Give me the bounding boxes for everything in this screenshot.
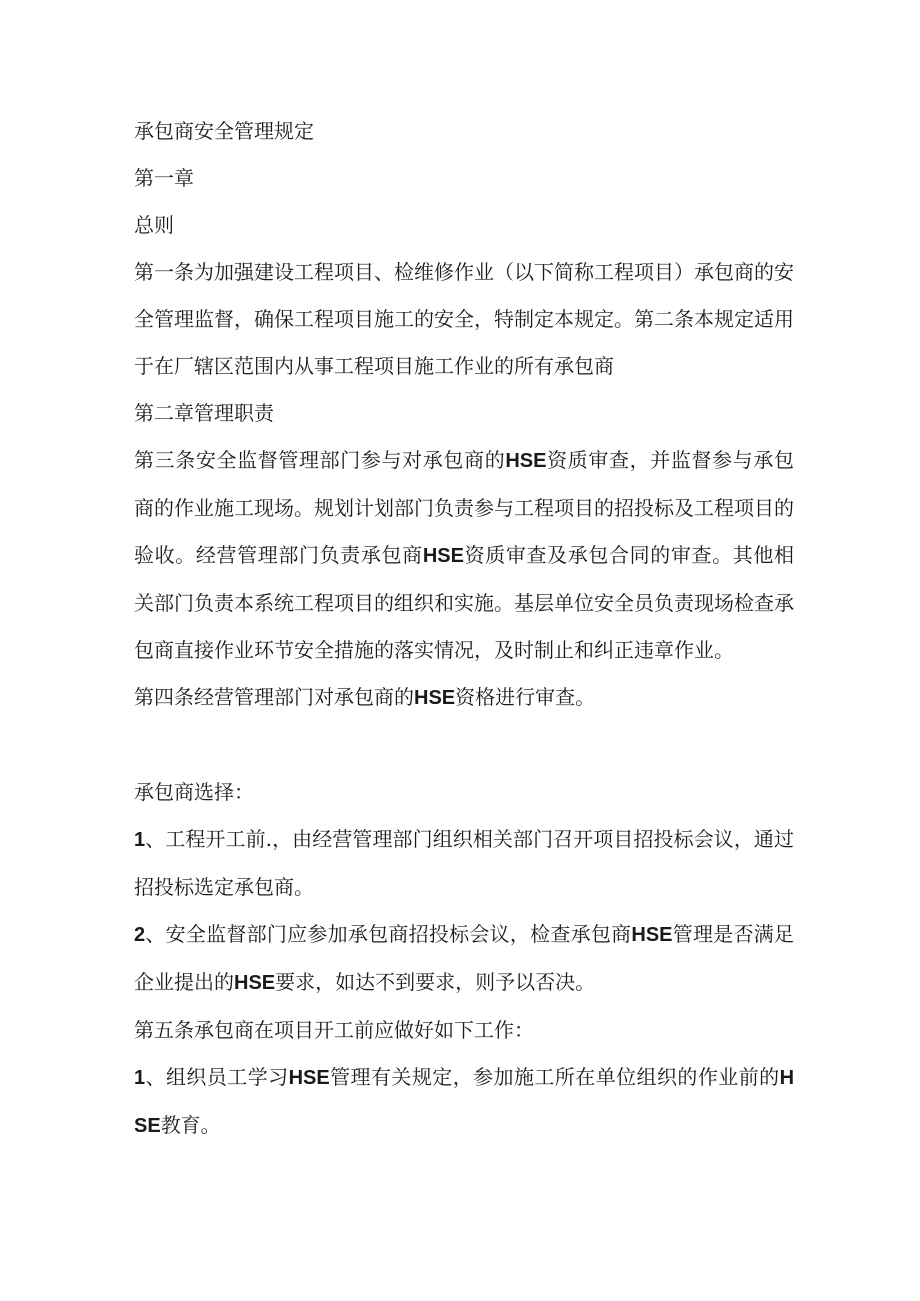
chapter-heading: 第二章管理职责 [134, 401, 274, 425]
text-run: HSE [414, 687, 456, 709]
text-run: 第四条经营管理部门对承包商的 [134, 685, 414, 709]
text-run: 、工程开工前.，由经营管理部门组织相关部门召开项目招投标会议，通过招投标选定承包商。 [134, 827, 794, 899]
spacer [134, 722, 794, 769]
section-heading: 总则 [134, 213, 174, 237]
list-number: 1 [134, 829, 146, 851]
text-run: HSE [288, 1067, 330, 1089]
list-number: 1 [134, 1067, 146, 1089]
text-run: 要求，如达不到要求，则予以否决。 [275, 970, 596, 994]
document-body [134, 108, 794, 1150]
text-run: 资质审查，并监督参与承包商的作业施工现场。规划计划部门负责参与工程项目的招投标及工程项目的验收。经营管理部门负责承包商 [134, 448, 795, 567]
text-run: 第三条安全监督管理部门参与对承包商的 [134, 448, 506, 472]
paragraph-article-3 [134, 437, 794, 674]
list-number: 2 [134, 924, 146, 946]
text-run: 管理是否满足企业提出的 [134, 922, 794, 994]
section-heading: 承包商选择： [134, 780, 254, 804]
list-item [134, 1054, 794, 1150]
text-run: 、组织员工学习 [145, 1065, 289, 1089]
chapter-heading: 第一章 [134, 166, 194, 190]
document-title: 承包商安全管理规定 [134, 119, 314, 143]
text-run: 管理有关规定，参加施工所在单位组织的作业前的 [329, 1065, 780, 1089]
list-item [134, 911, 794, 1007]
text-run: HSE [134, 1067, 795, 1137]
text-run: 资格进行审查。 [455, 685, 596, 709]
text-run: HSE [505, 450, 547, 472]
text-run: 、安全监督部门应参加承包商招投标会议，检查承包商 [145, 922, 632, 946]
paragraph-article-1-2: 第一条为加强建设工程项目、检维修作业（以下简称工程项目）承包商的安全管理监督，确保工程项目施工的安全，特制定本规定。第二条本规定适用于在厂辖区范围内从事工程项目施工作业的所有承包商 [134, 260, 794, 378]
text-run: HSE [631, 924, 673, 946]
text-run: 资质审查及承包合同的审查。其他相关部门负责本系统工程项目的组织和实施。基层单位安全员负责现场检查承包商直接作业环节安全措施的落实情况，及时制止和纠正违章作业。 [134, 543, 795, 662]
text-run: HSE [422, 545, 464, 567]
text-run: 教育。 [160, 1113, 221, 1137]
text-run: HSE [234, 972, 276, 994]
list-item [134, 816, 794, 911]
paragraph-article-4 [134, 674, 794, 722]
paragraph-article-5: 第五条承包商在项目开工前应做好如下工作： [134, 1018, 534, 1042]
